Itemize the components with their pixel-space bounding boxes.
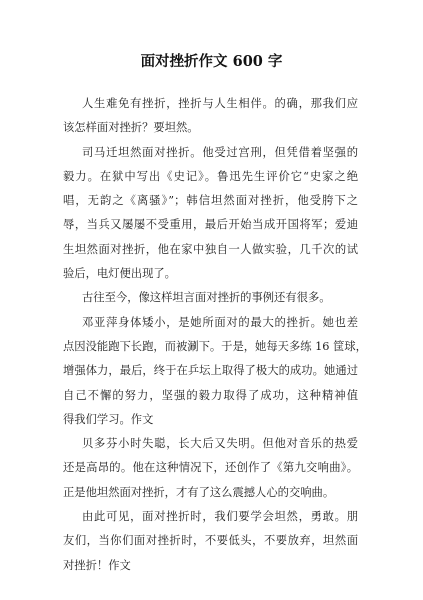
paragraph-line: 人生难免有挫折，挫折与人生相伴。的确，那我们应 [82,97,358,110]
paragraph-line: 唱，无韵之《离骚》”；韩信坦然面对挫折，他受胯下之 [63,194,358,208]
document-body [63,92,367,578]
paragraph [63,141,358,287]
paragraph-line: 邓亚萍身体矮小，是她所面对的最大的挫折。她也差 [82,315,358,329]
paragraph [63,432,358,505]
paragraph-line: 由此可见，面对挫折时，我们要学会坦然，勇敢。朋 [82,510,358,524]
paragraph-line: 得我们学习。作文 [63,412,154,426]
paragraph-line: 毅力。在狱中写出《史记》。鲁迅先生评价它“史家之绝 [63,169,358,183]
paragraph-line: 正是他坦然面对挫折，才有了这么震撼人心的交响曲。 [63,485,335,499]
paragraph-line: 对挫折！作文 [63,558,131,572]
paragraph-line: 还是高昂的。他在这种情况下，还创作了《第九交响曲》。 [63,461,358,475]
paragraph-line: 自己不懈的努力，坚强的毅力取得了成功，这种精神值 [63,388,358,402]
paragraph-line: 辱，当兵又屡屡不受重用，最后开始当成开国将军；爱迪 [63,218,358,232]
paragraph-line: 生坦然面对挫折，他在家中独自一人做实验，几千次的试 [63,242,358,256]
paragraph [63,505,358,578]
paragraph [63,311,367,432]
paragraph-line: 贝多芬小时失聪，长大后又失明。但他对音乐的热爱 [82,437,358,451]
paragraph-line: 古往至今，像这样坦言面对挫折的事例还有很多。 [82,291,331,305]
document-title: 面对挫折作文 600 字 [140,53,283,70]
paragraph-line: 增强体力，最后，终于在乒坛上取得了极大的成功。她通过 [63,364,358,378]
paragraph-line: 该怎样面对挫折？要坦然。 [63,121,199,135]
paragraph [63,286,358,310]
paragraph-line: 点因没能跑下长跑，而被涮下。于是，她每天多练 16 筐球， [63,339,367,353]
paragraph-line: 司马迁坦然面对挫折。他受过宫刑，但凭借着坚强的 [82,145,358,159]
paragraph-line: 友们，当你们面对挫折时，不要低头，不要放弃，坦然面 [63,534,358,548]
paragraph [63,92,358,141]
paragraph-line: 验后，电灯便出现了。 [63,267,176,281]
